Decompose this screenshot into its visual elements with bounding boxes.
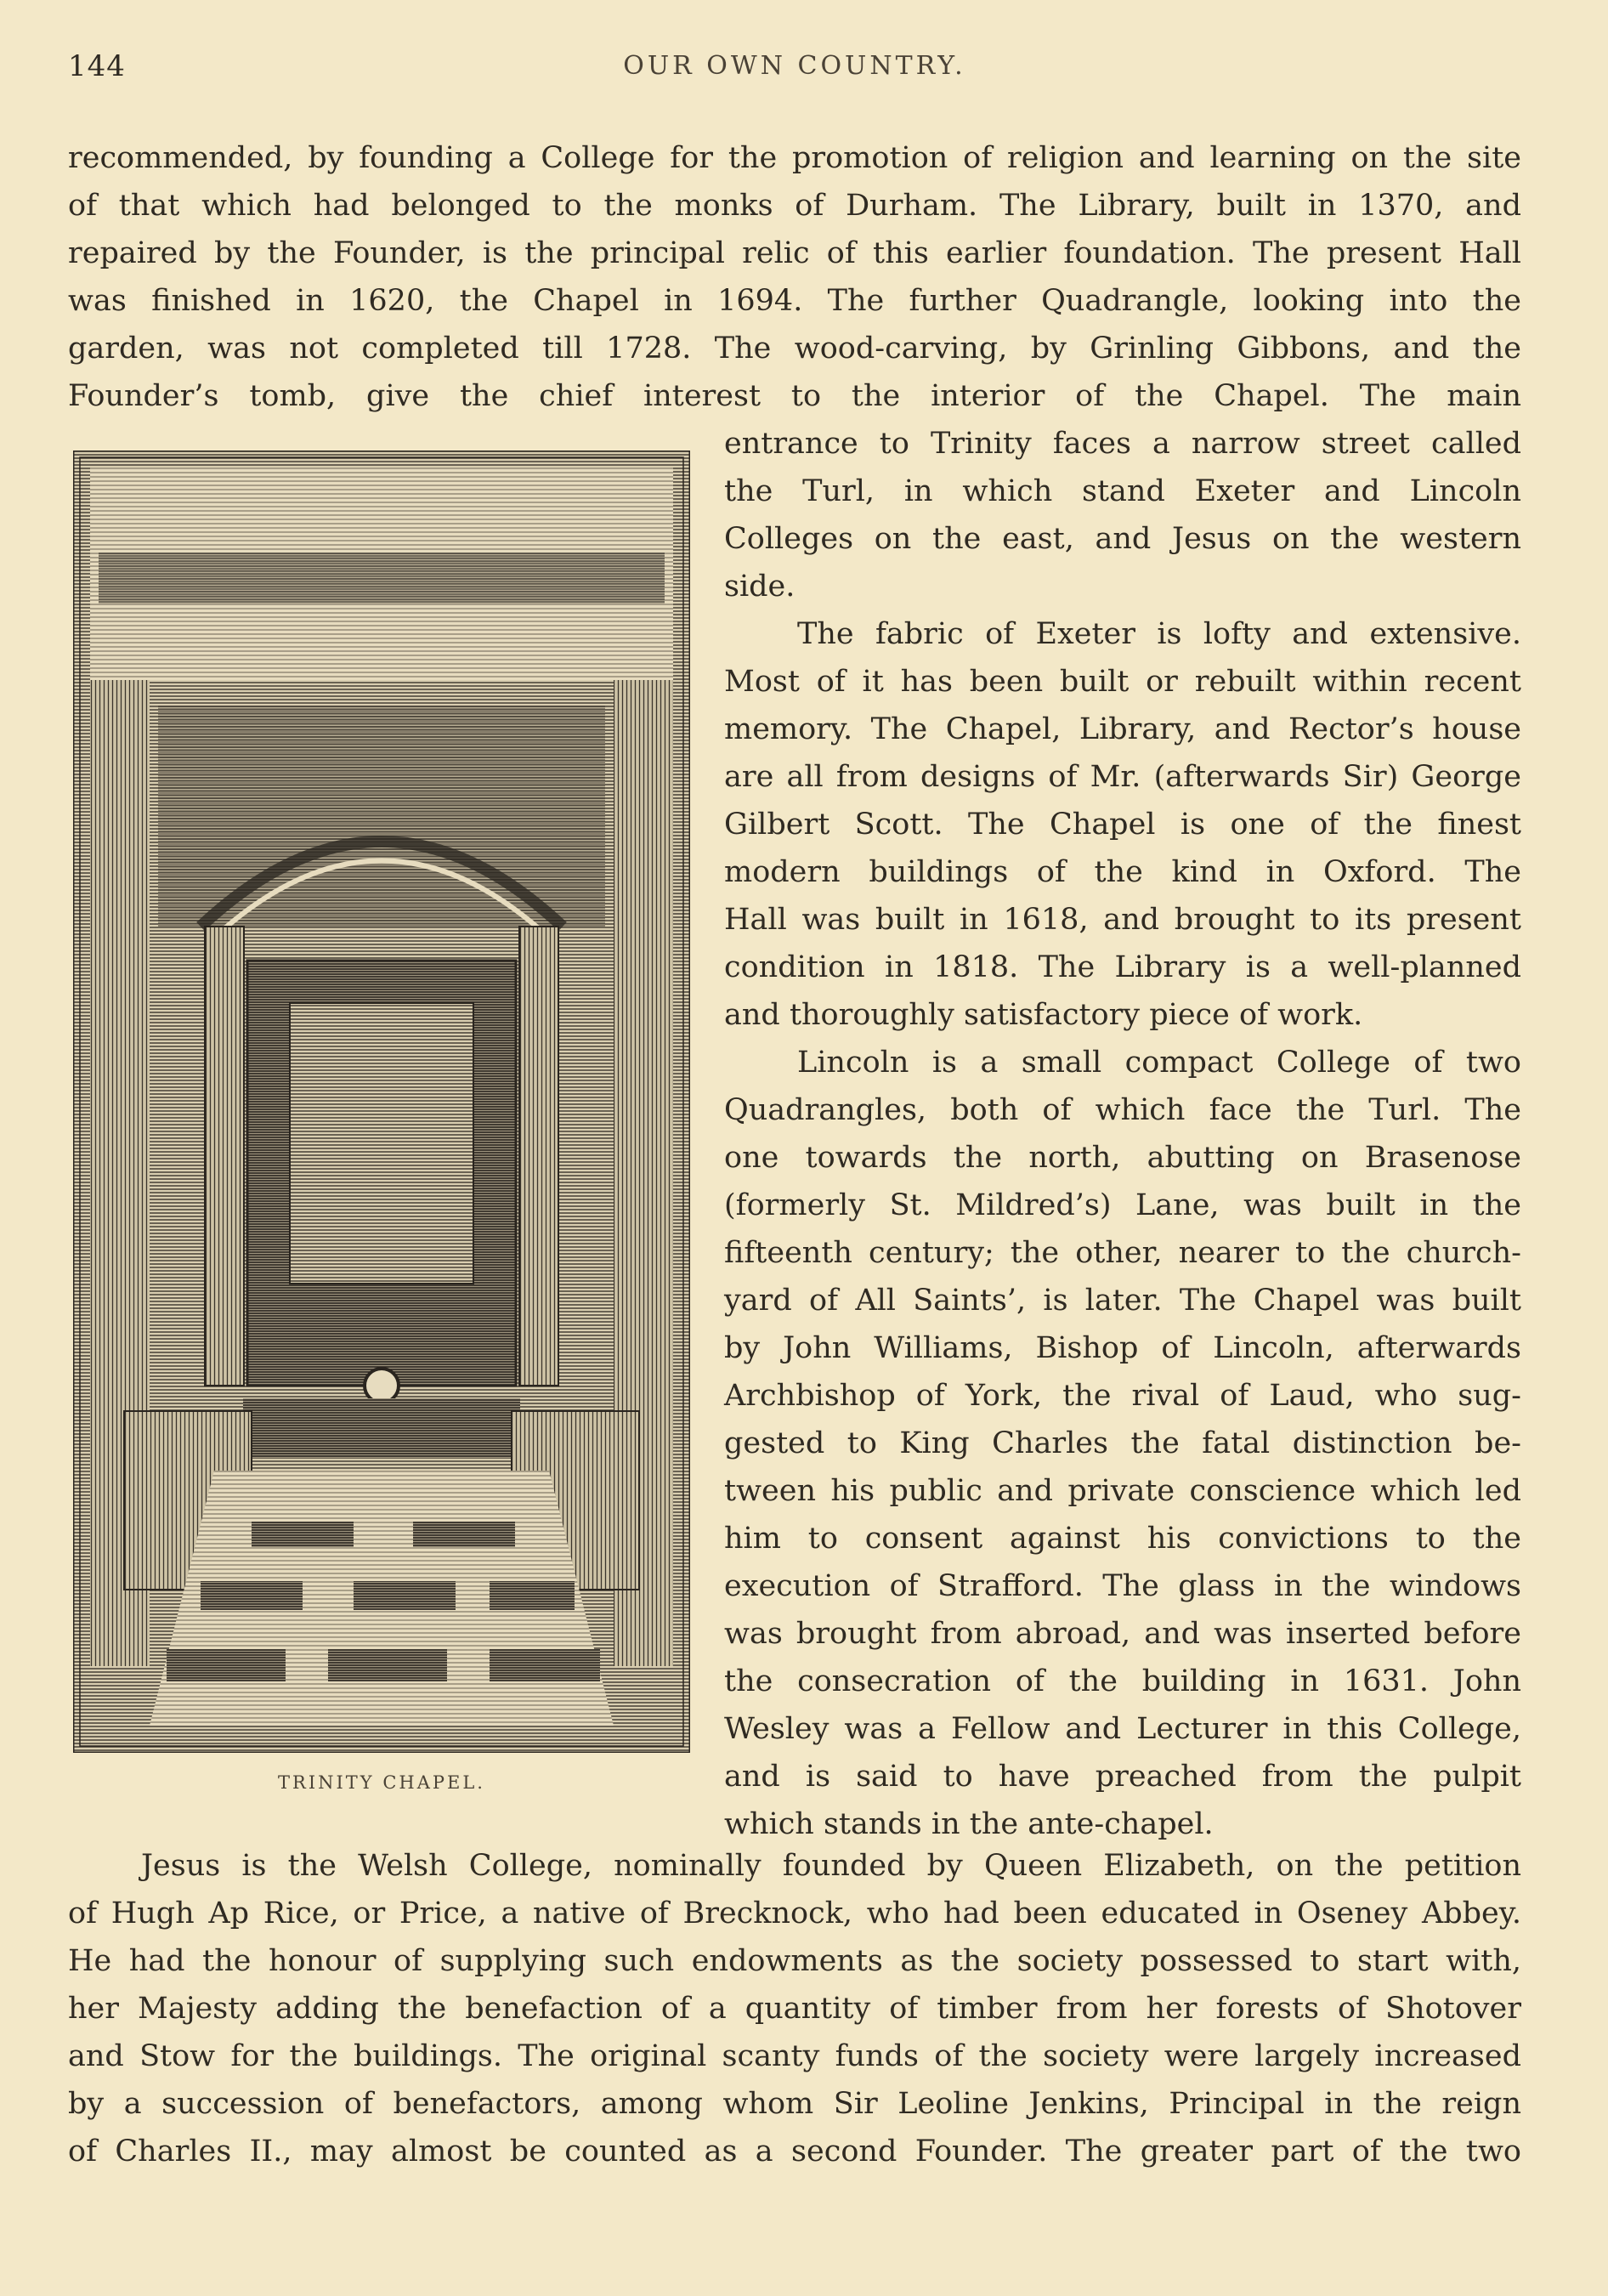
text-line: Wesley was a Fellow and Lecturer in this College, [724, 1712, 1521, 1746]
text-line: fifteenth century; the other, nearer to the church- [724, 1236, 1521, 1270]
figure-caption: TRINITY CHAPEL. [278, 1772, 485, 1793]
text-line: was finished in 1620, the Chapel in 1694. The further Quadrangle, looking into the [68, 284, 1521, 318]
text-line: by John Williams, Bishop of Lincoln, afterwards [724, 1331, 1521, 1365]
text-line: Archbishop of York, the rival of Laud, who sug- [724, 1379, 1521, 1413]
text-line: yard of All Saints’, is later. The Chapel was built [724, 1284, 1521, 1318]
text-line: and thoroughly satisfactory piece of work. [724, 998, 1363, 1032]
text-line: her Majesty adding the benefaction of a quantity of timber from her forests of Shotover [68, 1992, 1521, 2026]
text-line: execution of Strafford. The glass in the windows [724, 1569, 1521, 1603]
text-line: entrance to Trinity faces a narrow street called [724, 427, 1521, 461]
text-line: Lincoln is a small compact College of two [797, 1046, 1521, 1080]
text-line: tween his public and private conscience which led [724, 1474, 1521, 1508]
text-line: memory. The Chapel, Library, and Rector’s house [724, 712, 1521, 746]
text-line: repaired by the Founder, is the principal relic of this earlier foundation. The present Hall [68, 236, 1521, 270]
text-line: The fabric of Exeter is lofty and extensive. [797, 617, 1521, 651]
text-line: (formerly St. Mildred’s) Lane, was built in the [724, 1188, 1521, 1222]
text-line: recommended, by founding a College for the promotion of religion and learning on the site [68, 141, 1521, 175]
text-line: Quadrangles, both of which face the Turl. The [724, 1093, 1521, 1127]
text-line: one towards the north, abutting on Brasenose [724, 1141, 1521, 1175]
trinity-chapel-engraving [73, 451, 690, 1753]
text-line: are all from designs of Mr. (afterwards Sir) George [724, 760, 1521, 794]
text-line: side. [724, 570, 796, 604]
text-line: was brought from abroad, and was inserted before [724, 1617, 1521, 1651]
text-line: the consecration of the building in 1631. John [724, 1664, 1521, 1698]
text-line: of that which had belonged to the monks of Durham. The Library, built in 1370, and [68, 189, 1521, 223]
page-number: 144 [68, 49, 126, 83]
text-line: which stands in the ante-chapel. [724, 1807, 1214, 1841]
text-line: the Turl, in which stand Exeter and Lincoln [724, 474, 1521, 508]
running-title: OUR OWN COUNTRY. [623, 51, 966, 81]
text-line: Hall was built in 1618, and brought to its present [724, 903, 1521, 937]
text-line: Founder’s tomb, give the chief interest to the interior of the Chapel. The main [68, 379, 1521, 413]
text-line: garden, was not completed till 1728. The wood-carving, by Grinling Gibbons, and the [68, 332, 1521, 366]
text-line: Jesus is the Welsh College, nominally founded by Queen Elizabeth, on the petition [141, 1849, 1521, 1883]
text-line: He had the honour of supplying such endowments as the society possessed to start with, [68, 1944, 1521, 1978]
text-line: gested to King Charles the fatal distinction be- [724, 1426, 1521, 1460]
text-line: Most of it has been built or rebuilt within recent [724, 665, 1521, 699]
text-line: of Hugh Ap Rice, or Price, a native of Brecknock, who had been educated in Oseney Abbey. [68, 1896, 1521, 1930]
text-line: condition in 1818. The Library is a well-planned [724, 950, 1521, 984]
text-line: of Charles II., may almost be counted as a second Founder. The greater part of the two [68, 2134, 1521, 2168]
text-line: by a succession of benefactors, among whom Sir Leoline Jenkins, Principal in the reign [68, 2087, 1521, 2121]
text-line: and Stow for the buildings. The original scanty funds of the society were largely increased [68, 2039, 1521, 2073]
text-line: Gilbert Scott. The Chapel is one of the finest [724, 808, 1521, 842]
text-line: Colleges on the east, and Jesus on the western [724, 522, 1521, 556]
page-header [68, 49, 1521, 92]
text-line: modern buildings of the kind in Oxford. The [724, 855, 1521, 889]
text-line: and is said to have preached from the pulpit [724, 1760, 1521, 1794]
text-line: him to consent against his convictions to the [724, 1522, 1521, 1556]
